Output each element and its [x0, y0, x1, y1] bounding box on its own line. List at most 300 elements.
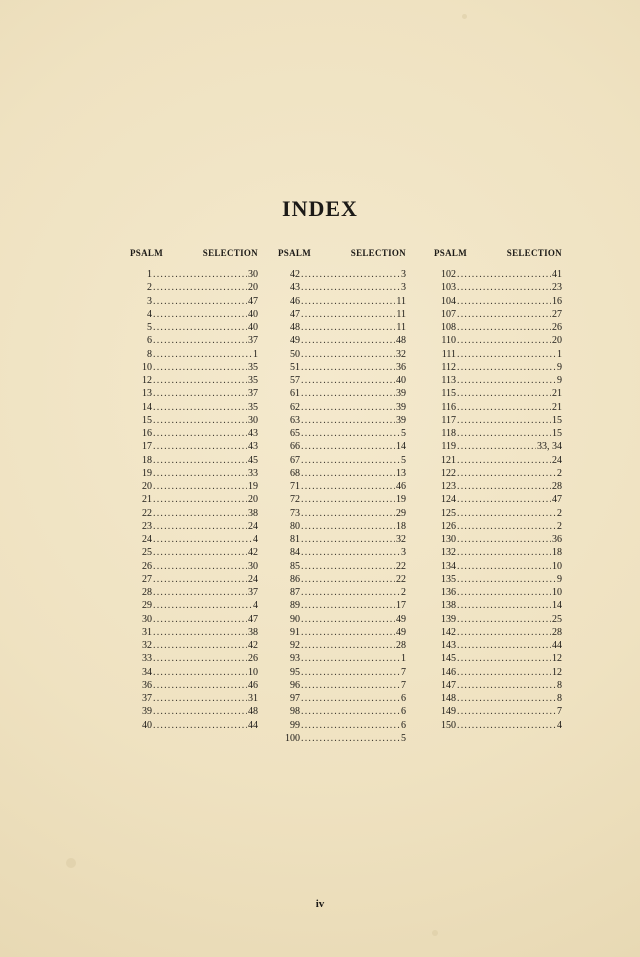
selection-number: 44	[552, 640, 562, 651]
psalm-number: 46	[290, 295, 300, 307]
dot-leader	[457, 401, 551, 414]
dot-leader	[457, 573, 556, 586]
psalm-number: 136	[441, 587, 456, 598]
selection-number: 15	[552, 414, 562, 426]
dot-leader	[153, 467, 247, 480]
psalm-number: 71	[290, 481, 300, 492]
selection-number: 25	[552, 613, 562, 625]
psalm-number: 146	[441, 666, 456, 678]
psalm-number: 110	[441, 335, 456, 347]
selection-number: 11	[396, 308, 406, 320]
dot-leader	[457, 599, 551, 612]
selection-number: 10	[248, 666, 258, 678]
index-entry	[268, 652, 406, 665]
column-header	[434, 248, 562, 262]
dot-leader	[153, 719, 247, 732]
dot-leader	[457, 652, 551, 665]
psalm-number: 37	[142, 693, 152, 704]
psalm-number: 26	[142, 560, 152, 572]
dot-leader	[457, 467, 556, 480]
dot-leader	[301, 599, 395, 612]
selection-number: 35	[248, 375, 258, 386]
psalm-number: 42	[290, 269, 300, 280]
psalm-number: 97	[290, 693, 300, 704]
selection-number: 41	[552, 269, 562, 280]
psalm-number: 142	[441, 626, 456, 638]
psalm-header: PSALM	[130, 248, 163, 258]
psalm-number: 20	[142, 481, 152, 492]
selection-number: 1	[253, 348, 258, 360]
dot-leader	[153, 679, 247, 692]
index-entry	[268, 427, 406, 440]
dot-leader	[457, 666, 551, 679]
column-header	[130, 248, 258, 262]
psalm-number: 17	[142, 441, 152, 453]
index-entry	[268, 440, 406, 453]
index-entry	[424, 626, 562, 639]
selection-number: 5	[401, 428, 406, 439]
psalm-number: 125	[441, 507, 456, 519]
psalm-number: 23	[142, 520, 152, 532]
psalm-number: 12	[142, 375, 152, 386]
index-entry	[424, 507, 562, 520]
dot-leader	[153, 281, 247, 294]
psalm-number: 143	[441, 640, 456, 651]
index-entry	[268, 520, 406, 533]
psalm-number: 132	[441, 547, 456, 559]
dot-leader	[301, 573, 395, 586]
psalm-number: 87	[290, 587, 300, 598]
psalm-number: 65	[290, 428, 300, 439]
selection-number: 28	[552, 626, 562, 638]
index-entry	[424, 387, 562, 400]
entry-list	[120, 268, 258, 732]
index-entry	[120, 652, 258, 665]
selection-number: 20	[552, 335, 562, 347]
selection-number: 2	[557, 467, 562, 479]
index-entry	[268, 599, 406, 612]
dot-leader	[301, 401, 395, 414]
index-entry	[120, 666, 258, 679]
index-entry	[424, 401, 562, 414]
psalm-number: 18	[142, 454, 152, 466]
selection-number: 10	[552, 587, 562, 598]
selection-number: 8	[557, 679, 562, 691]
index-entry	[424, 374, 562, 387]
psalm-number: 147	[441, 679, 456, 691]
index-entry	[424, 533, 562, 546]
selection-number: 31	[248, 693, 258, 704]
index-entry	[268, 719, 406, 732]
dot-leader	[153, 507, 247, 520]
index-entry	[268, 493, 406, 506]
selection-number: 4	[253, 600, 258, 612]
psalm-number: 134	[441, 560, 456, 572]
index-entry	[120, 586, 258, 599]
psalm-number: 49	[290, 335, 300, 347]
psalm-number: 19	[142, 467, 152, 479]
selection-number: 48	[396, 335, 406, 347]
selection-number: 39	[396, 388, 406, 400]
index-entry	[120, 493, 258, 506]
selection-number: 38	[248, 626, 258, 638]
dot-leader	[301, 732, 400, 745]
index-entry	[120, 480, 258, 493]
index-column-3	[424, 248, 562, 732]
index-entry	[120, 626, 258, 639]
dot-leader	[153, 374, 247, 387]
dot-leader	[301, 414, 395, 427]
psalm-number: 126	[441, 520, 456, 532]
index-entry	[268, 533, 406, 546]
selection-header: SELECTION	[350, 248, 406, 258]
selection-number: 39	[396, 414, 406, 426]
dot-leader	[301, 281, 400, 294]
selection-number: 48	[248, 706, 258, 718]
selection-header: SELECTION	[202, 248, 258, 258]
selection-number: 16	[552, 295, 562, 307]
psalm-number: 119	[441, 441, 456, 453]
selection-number: 13	[396, 467, 406, 479]
selection-number: 29	[396, 507, 406, 519]
entry-list	[268, 268, 406, 745]
page-title: INDEX	[282, 196, 358, 221]
selection-number: 1	[557, 348, 562, 360]
selection-number: 43	[248, 441, 258, 453]
index-entry	[424, 705, 562, 718]
psalm-number: 33	[142, 653, 152, 665]
dot-leader	[457, 361, 556, 374]
dot-leader	[153, 692, 247, 705]
dot-leader	[457, 520, 556, 533]
index-column-1	[120, 248, 258, 732]
selection-number: 2	[557, 507, 562, 519]
selection-number: 35	[248, 401, 258, 413]
index-entry	[268, 626, 406, 639]
psalm-number: 135	[441, 573, 456, 585]
psalm-number: 80	[290, 520, 300, 532]
dot-leader	[153, 454, 247, 467]
psalm-header: PSALM	[434, 248, 467, 258]
index-entry	[424, 493, 562, 506]
dot-leader	[301, 295, 395, 308]
psalm-number: 100	[285, 732, 300, 744]
dot-leader	[153, 308, 247, 321]
index-entry	[268, 705, 406, 718]
dot-leader	[153, 414, 247, 427]
index-entry	[120, 560, 258, 573]
index-entry	[268, 281, 406, 294]
dot-leader	[301, 493, 395, 506]
index-entry	[268, 692, 406, 705]
dot-leader	[153, 546, 247, 559]
dot-leader	[457, 268, 551, 281]
index-entry	[268, 361, 406, 374]
dot-leader	[457, 281, 551, 294]
psalm-number: 16	[142, 428, 152, 439]
selection-number: 12	[552, 653, 562, 665]
index-entry	[424, 613, 562, 626]
selection-header: SELECTION	[506, 248, 562, 258]
selection-number: 36	[552, 534, 562, 545]
index-entry	[424, 520, 562, 533]
selection-number: 27	[552, 308, 562, 320]
index-entry	[120, 639, 258, 652]
dot-leader	[457, 613, 551, 626]
selection-number: 22	[396, 560, 406, 572]
dot-leader	[301, 626, 395, 639]
index-entry	[268, 334, 406, 347]
psalm-number: 124	[441, 494, 456, 506]
psalm-number: 68	[290, 467, 300, 479]
index-entry	[424, 467, 562, 480]
selection-number: 33	[248, 467, 258, 479]
selection-number: 47	[248, 295, 258, 307]
dot-leader	[153, 321, 247, 334]
psalm-number: 145	[441, 653, 456, 665]
index-entry	[268, 666, 406, 679]
dot-leader	[301, 507, 395, 520]
selection-number: 30	[248, 414, 258, 426]
psalm-number: 40	[142, 719, 152, 731]
psalm-number: 57	[290, 375, 300, 386]
dot-leader	[457, 440, 536, 453]
dot-leader	[301, 613, 395, 626]
psalm-number: 36	[142, 679, 152, 691]
dot-leader	[301, 560, 395, 573]
psalm-number: 149	[441, 706, 456, 718]
selection-number: 6	[401, 719, 406, 731]
selection-number: 33, 34	[537, 441, 562, 453]
dot-leader	[457, 533, 551, 546]
dot-leader	[153, 705, 247, 718]
dot-leader	[301, 387, 395, 400]
dot-leader	[153, 599, 252, 612]
index-entry	[120, 599, 258, 612]
psalm-number: 81	[290, 534, 300, 545]
psalm-number: 90	[290, 613, 300, 625]
dot-leader	[153, 520, 247, 533]
psalm-number: 2	[147, 282, 152, 294]
psalm-number: 13	[142, 388, 152, 400]
psalm-number: 48	[290, 322, 300, 333]
selection-number: 6	[401, 706, 406, 718]
psalm-number: 27	[142, 573, 152, 585]
selection-number: 8	[557, 693, 562, 704]
index-entry	[120, 308, 258, 321]
index-entry	[268, 639, 406, 652]
selection-number: 38	[248, 507, 258, 519]
psalm-number: 96	[290, 679, 300, 691]
selection-number: 9	[557, 375, 562, 386]
index-entry	[424, 268, 562, 281]
dot-leader	[457, 334, 551, 347]
psalm-number: 138	[441, 600, 456, 612]
dot-leader	[457, 626, 551, 639]
dot-leader	[153, 387, 247, 400]
psalm-number: 21	[142, 494, 152, 506]
psalm-number: 130	[441, 534, 456, 545]
index-entry	[424, 573, 562, 586]
page-number: iv	[315, 898, 325, 910]
selection-number: 2	[557, 520, 562, 532]
psalm-number: 111	[441, 348, 456, 360]
selection-number: 21	[552, 401, 562, 413]
selection-number: 45	[248, 454, 258, 466]
psalm-number: 95	[290, 666, 300, 678]
index-entry	[424, 334, 562, 347]
index-entry	[268, 401, 406, 414]
dot-leader	[301, 586, 400, 599]
selection-number: 6	[401, 693, 406, 704]
index-entry	[424, 599, 562, 612]
psalm-number: 30	[142, 613, 152, 625]
psalm-number: 3	[147, 295, 152, 307]
psalm-number: 98	[290, 706, 300, 718]
index-entry	[424, 321, 562, 334]
psalm-number: 99	[290, 719, 300, 731]
psalm-number: 66	[290, 441, 300, 453]
psalm-number: 84	[290, 547, 300, 559]
index-entry	[424, 295, 562, 308]
selection-number: 28	[396, 640, 406, 651]
psalm-number: 62	[290, 401, 300, 413]
selection-number: 14	[396, 441, 406, 453]
selection-number: 44	[248, 719, 258, 731]
dot-leader	[153, 401, 247, 414]
psalm-number: 115	[441, 388, 456, 400]
index-entry	[424, 308, 562, 321]
psalm-number: 29	[142, 600, 152, 612]
dot-leader	[457, 560, 551, 573]
dot-leader	[457, 414, 551, 427]
selection-number: 26	[552, 322, 562, 333]
psalm-number: 123	[441, 481, 456, 492]
selection-number: 47	[552, 494, 562, 506]
dot-leader	[153, 613, 247, 626]
index-entry	[120, 321, 258, 334]
dot-leader	[301, 652, 400, 665]
dot-leader	[457, 679, 556, 692]
dot-leader	[301, 692, 400, 705]
index-entry	[424, 666, 562, 679]
selection-number: 5	[401, 454, 406, 466]
index-entry	[120, 387, 258, 400]
dot-leader	[301, 467, 395, 480]
selection-number: 24	[552, 454, 562, 466]
selection-number: 32	[396, 348, 406, 360]
psalm-number: 139	[441, 613, 456, 625]
index-entry	[268, 480, 406, 493]
psalm-number: 121	[441, 454, 456, 466]
dot-leader	[301, 520, 395, 533]
dot-leader	[153, 639, 247, 652]
index-entry	[268, 467, 406, 480]
psalm-number: 39	[142, 706, 152, 718]
selection-number: 32	[396, 534, 406, 545]
dot-leader	[301, 705, 400, 718]
selection-number: 24	[248, 573, 258, 585]
psalm-number: 50	[290, 348, 300, 360]
selection-number: 9	[557, 573, 562, 585]
selection-number: 7	[401, 679, 406, 691]
selection-number: 10	[552, 560, 562, 572]
dot-leader	[301, 719, 400, 732]
psalm-number: 150	[441, 719, 456, 731]
psalm-number: 22	[142, 507, 152, 519]
psalm-number: 51	[290, 361, 300, 373]
psalm-number: 86	[290, 573, 300, 585]
dot-leader	[153, 334, 247, 347]
dot-leader	[457, 295, 551, 308]
selection-number: 9	[557, 361, 562, 373]
dot-leader	[153, 493, 247, 506]
dot-leader	[457, 308, 551, 321]
index-entry	[424, 414, 562, 427]
selection-number: 47	[248, 613, 258, 625]
psalm-number: 91	[290, 626, 300, 638]
psalm-number: 73	[290, 507, 300, 519]
psalm-number: 1	[147, 269, 152, 280]
dot-leader	[153, 586, 247, 599]
index-entry	[268, 573, 406, 586]
index-entry	[268, 732, 406, 745]
selection-number: 11	[396, 322, 406, 333]
index-entry	[424, 586, 562, 599]
dot-leader	[457, 705, 556, 718]
psalm-number: 4	[147, 308, 152, 320]
psalm-number: 6	[147, 335, 152, 347]
dot-leader	[153, 533, 252, 546]
dot-leader	[301, 268, 400, 281]
selection-number: 20	[248, 282, 258, 294]
dot-leader	[457, 507, 556, 520]
index-entry	[424, 652, 562, 665]
selection-number: 1	[401, 653, 406, 665]
dot-leader	[457, 387, 551, 400]
dot-leader	[301, 427, 400, 440]
psalm-number: 113	[441, 375, 456, 386]
index-entry	[120, 705, 258, 718]
index-entry	[120, 268, 258, 281]
dot-leader	[457, 374, 556, 387]
dot-leader	[301, 334, 395, 347]
selection-number: 7	[557, 706, 562, 718]
dot-leader	[153, 573, 247, 586]
selection-number: 21	[552, 388, 562, 400]
selection-number: 17	[396, 600, 406, 612]
selection-number: 18	[396, 520, 406, 532]
selection-number: 43	[248, 428, 258, 439]
index-entry	[268, 348, 406, 361]
selection-number: 22	[396, 573, 406, 585]
psalm-number: 148	[441, 693, 456, 704]
selection-number: 18	[552, 547, 562, 559]
dot-leader	[153, 666, 247, 679]
selection-number: 39	[396, 401, 406, 413]
dot-leader	[153, 440, 247, 453]
psalm-number: 5	[147, 322, 152, 333]
selection-number: 30	[248, 269, 258, 280]
index-entry	[424, 639, 562, 652]
psalm-number: 85	[290, 560, 300, 572]
index-entry	[424, 546, 562, 559]
selection-number: 37	[248, 388, 258, 400]
paper-spot	[432, 930, 438, 936]
index-entry	[268, 679, 406, 692]
index-entry	[268, 387, 406, 400]
psalm-number: 93	[290, 653, 300, 665]
